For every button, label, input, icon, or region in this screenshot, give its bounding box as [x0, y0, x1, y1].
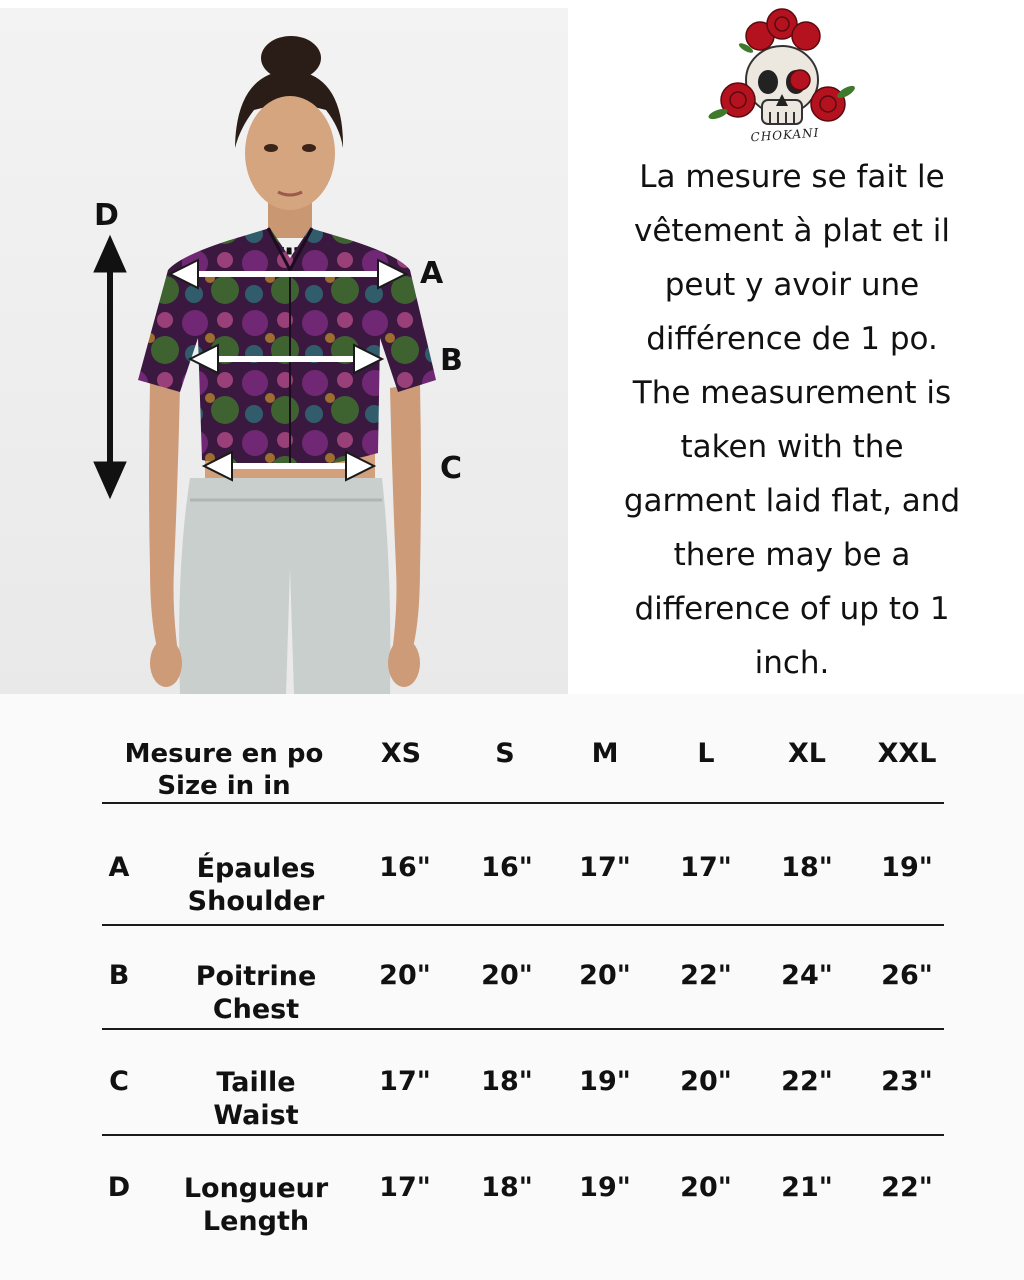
row-letter: A [108, 852, 130, 883]
table-header-label [102, 738, 346, 802]
table-cell: 19" [579, 1066, 631, 1097]
table-cell: 22" [881, 1172, 933, 1203]
table-cell: 17" [379, 1172, 431, 1203]
table-divider [102, 924, 944, 926]
size-header-m: M [591, 738, 619, 769]
note-line: taken with the [680, 429, 904, 465]
note-line: inch. [754, 645, 830, 681]
row-name [168, 1172, 344, 1238]
size-header-xxl: XXL [877, 738, 937, 769]
table-cell: 24" [781, 960, 833, 991]
row-name-fr: Longueur [183, 1173, 329, 1204]
row-name-fr: Épaules [196, 853, 316, 884]
table-cell: 19" [881, 852, 933, 883]
table-cell: 20" [680, 1172, 732, 1203]
row-name [168, 960, 344, 1026]
size-header-l: L [697, 738, 715, 769]
brand-name: CHOKANI [750, 125, 820, 145]
row-name-en: Shoulder [187, 886, 325, 917]
label-a: A [420, 256, 444, 291]
table-cell: 16" [379, 852, 431, 883]
size-header-xl: XL [787, 738, 827, 769]
table-cell: 23" [881, 1066, 933, 1097]
table-cell: 18" [481, 1066, 533, 1097]
table-cell: 20" [481, 960, 533, 991]
table-cell: 19" [579, 1172, 631, 1203]
measurement-note [580, 150, 1004, 690]
table-divider [102, 1134, 944, 1136]
row-letter: C [109, 1066, 129, 1097]
note-line: garment laid flat, and [623, 483, 961, 519]
table-divider [102, 802, 944, 804]
table-cell: 16" [481, 852, 533, 883]
note-line: peut y avoir une [664, 267, 920, 303]
table-cell: 21" [781, 1172, 833, 1203]
row-name-en: Length [202, 1206, 310, 1237]
size-table [0, 694, 1024, 1280]
table-cell: 22" [680, 960, 732, 991]
size-header-s: S [495, 738, 515, 769]
note-line: difference of up to 1 [634, 591, 950, 627]
note-line: différence de 1 po. [646, 321, 938, 357]
table-cell: 20" [379, 960, 431, 991]
row-name [168, 852, 344, 918]
row-name-fr: Taille [216, 1067, 296, 1098]
model-illustration [0, 8, 568, 694]
row-name-en: Chest [212, 994, 300, 1025]
table-cell: 22" [781, 1066, 833, 1097]
table-cell: 26" [881, 960, 933, 991]
model-photo [0, 8, 568, 694]
note-line: La mesure se fait le [639, 159, 945, 195]
label-d: D [94, 198, 119, 233]
table-cell: 20" [680, 1066, 732, 1097]
row-name-fr: Poitrine [195, 961, 317, 992]
row-name-en: Waist [213, 1100, 299, 1131]
row-letter: D [107, 1172, 131, 1203]
table-cell: 17" [579, 852, 631, 883]
table-cell: 18" [481, 1172, 533, 1203]
note-line: there may be a [673, 537, 911, 573]
table-divider [102, 1028, 944, 1030]
table-cell: 18" [781, 852, 833, 883]
header-line-fr: Mesure en po [124, 739, 324, 769]
table-cell: 17" [379, 1066, 431, 1097]
row-letter: B [108, 960, 130, 991]
table-cell: 20" [579, 960, 631, 991]
note-line: vêtement à plat et il [633, 213, 951, 249]
arrow-d [94, 236, 126, 498]
size-header-xs: XS [380, 738, 422, 769]
row-name [168, 1066, 344, 1132]
table-cell: 17" [680, 852, 732, 883]
note-line: The measurement is [632, 375, 952, 411]
header-line-en: Size in in [157, 771, 291, 801]
label-c: C [440, 451, 463, 486]
label-b: B [440, 343, 463, 378]
